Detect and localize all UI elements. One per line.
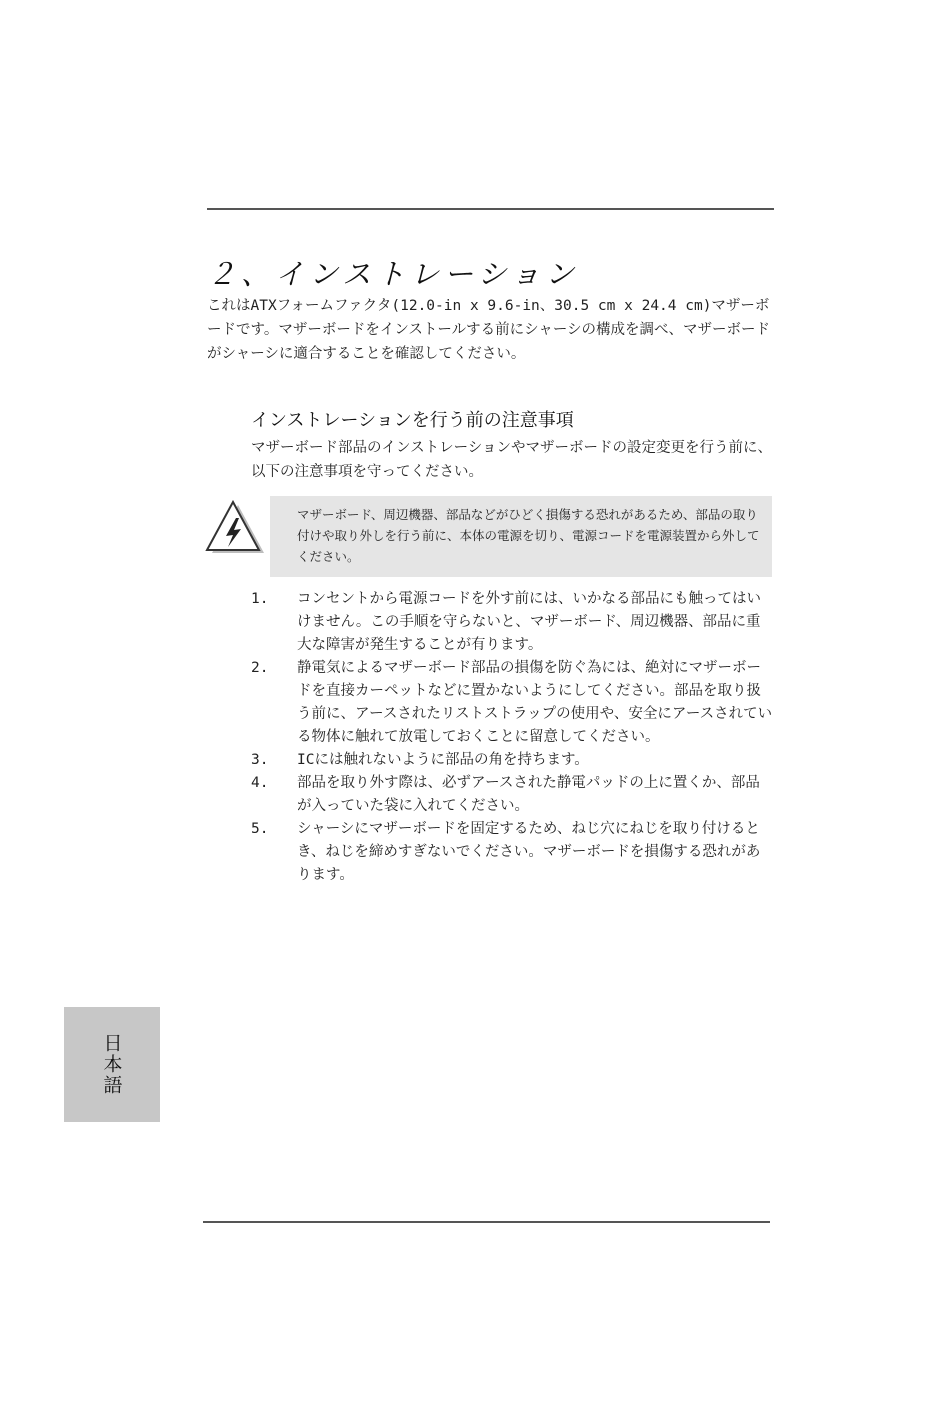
list-item [251,657,773,749]
step-number: 3. [251,752,269,768]
step-text: コンセントから電源コードを外す前には、いかなる部品にも触ってはいけません。この手順を守らないと、マザーボード、周辺機器、部品に重大な障害が発生することが有ります。 [297,591,761,653]
step-number: 5. [251,821,269,837]
language-tab-label: 日本語 [100,1033,123,1096]
list-item [251,588,773,657]
lightning-warning-icon [205,500,265,556]
top-divider [207,208,774,210]
warning-box [270,496,772,577]
list-item [251,749,773,772]
list-item [251,818,773,887]
section-intro: これはATXフォームファクタ(12.0-in x 9.6-in、30.5 cm x 24.4 cm)マザーボードです。マザーボードをインストールする前にシャーシの構成を調べ、マザーボードがシャーシに適合することを確認してください。 [207,298,771,362]
language-tab [64,1007,160,1122]
step-number: 4. [251,775,269,791]
section-title: ２、インストレーション [207,257,579,291]
list-item [251,772,773,818]
step-number: 2. [251,660,269,676]
bottom-divider [203,1221,770,1223]
precautions-list [251,588,773,887]
precautions-heading: インストレーションを行う前の注意事項 [251,410,574,431]
warning-text: マザーボード、周辺機器、部品などがひどく損傷する恐れがあるため、部品の取り付けや取り外しを行う前に、本体の電源を切り、電源コードを電源装置から外してください。 [297,507,760,564]
step-text: ICには触れないように部品の角を持ちます。 [297,752,589,768]
step-text: シャーシにマザーボードを固定するため、ねじ穴にねじを取り付けるとき、ねじを締めすぎないでください。マザーボードを損傷する恐れがあります。 [297,821,761,883]
step-text: 部品を取り外す際は、必ずアースされた静電パッドの上に置くか、部品が入っていた袋に入れてください。 [297,775,760,814]
step-text: 静電気によるマザーボード部品の損傷を防ぐ為には、絶対にマザーボードを直接カーペットなどに置かないようにしてください。部品を取り扱う前に、アースされたリストストラップの使用や、安全にアースされている物体に触れて放電しておくことに留意してください。 [297,660,773,745]
step-number: 1. [251,591,269,607]
precautions-intro: マザーボード部品のインストレーションやマザーボードの設定変更を行う前に、以下の注意事項を守ってください。 [251,440,772,480]
